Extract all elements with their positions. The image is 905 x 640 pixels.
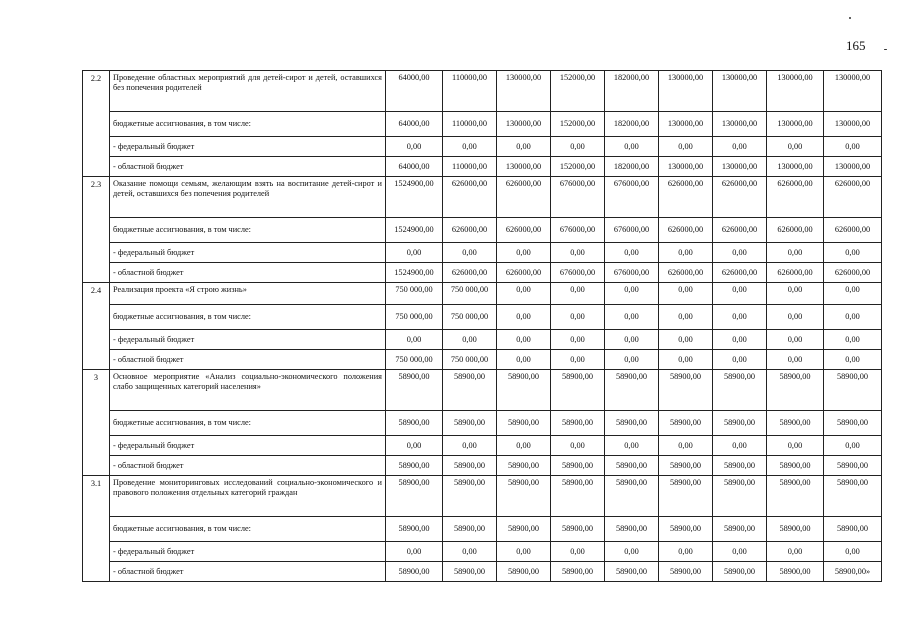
budget-row-label: - областной бюджет xyxy=(110,157,386,177)
value-cell: 58900,00 xyxy=(824,411,882,436)
budget-row xyxy=(83,330,882,350)
value-cell: 130000,00 xyxy=(659,112,713,137)
value-cell: 0,00 xyxy=(824,330,882,350)
value-cell: 58900,00 xyxy=(551,562,605,582)
budget-row xyxy=(83,411,882,436)
value-cell: 626000,00 xyxy=(497,263,551,283)
value-cell: 626000,00 xyxy=(659,218,713,243)
value-cell: 130000,00 xyxy=(659,71,713,112)
value-cell: 58900,00 xyxy=(713,517,767,542)
value-cell: 58900,00 xyxy=(443,562,497,582)
value-cell: 0,00 xyxy=(497,436,551,456)
section-number: 3.1 xyxy=(83,476,110,582)
value-cell: 58900,00 xyxy=(713,456,767,476)
value-cell: 0,00 xyxy=(659,350,713,370)
section-title-row xyxy=(83,177,882,218)
value-cell: 0,00 xyxy=(386,243,443,263)
value-cell: 626000,00 xyxy=(497,177,551,218)
budget-row xyxy=(83,562,882,582)
value-cell: 58900,00 xyxy=(605,370,659,411)
value-cell: 58900,00 xyxy=(605,517,659,542)
budget-table xyxy=(82,70,882,582)
section-title-row xyxy=(83,71,882,112)
value-cell: 0,00 xyxy=(386,542,443,562)
value-cell: 130000,00 xyxy=(824,71,882,112)
value-cell: 0,00 xyxy=(605,283,659,305)
value-cell: 0,00 xyxy=(497,283,551,305)
value-cell: 58900,00 xyxy=(767,476,824,517)
value-cell: 130000,00 xyxy=(713,157,767,177)
section-number: 2.2 xyxy=(83,71,110,177)
value-cell: 130000,00 xyxy=(713,71,767,112)
value-cell: 0,00 xyxy=(497,350,551,370)
section-title-row xyxy=(83,476,882,517)
value-cell: 0,00 xyxy=(605,243,659,263)
value-cell: 0,00 xyxy=(497,542,551,562)
budget-row xyxy=(83,456,882,476)
value-cell: 130000,00 xyxy=(497,112,551,137)
value-cell: 0,00 xyxy=(605,436,659,456)
value-cell: 130000,00 xyxy=(497,71,551,112)
value-cell: 626000,00 xyxy=(659,177,713,218)
scan-speck xyxy=(849,17,851,19)
value-cell: 182000,00 xyxy=(605,157,659,177)
budget-row xyxy=(83,112,882,137)
value-cell: 626000,00 xyxy=(767,218,824,243)
value-cell: 0,00 xyxy=(443,436,497,456)
value-cell: 0,00 xyxy=(767,283,824,305)
section-title-row xyxy=(83,370,882,411)
value-cell: 0,00 xyxy=(824,350,882,370)
value-cell: 626000,00 xyxy=(713,177,767,218)
budget-row-label: бюджетные ассигнования, в том числе: xyxy=(110,517,386,542)
value-cell: 58900,00 xyxy=(605,411,659,436)
value-cell: 0,00 xyxy=(497,137,551,157)
budget-row xyxy=(83,243,882,263)
value-cell: 0,00 xyxy=(386,137,443,157)
budget-row xyxy=(83,542,882,562)
value-cell: 0,00 xyxy=(551,542,605,562)
value-cell: 676000,00 xyxy=(551,177,605,218)
value-cell: 0,00 xyxy=(713,436,767,456)
value-cell: 750 000,00 xyxy=(386,305,443,330)
value-cell: 1524900,00 xyxy=(386,263,443,283)
value-cell: 0,00 xyxy=(497,305,551,330)
value-cell: 0,00 xyxy=(713,243,767,263)
value-cell: 58900,00 xyxy=(497,370,551,411)
value-cell: 626000,00 xyxy=(497,218,551,243)
value-cell: 676000,00 xyxy=(605,177,659,218)
value-cell: 58900,00 xyxy=(605,562,659,582)
value-cell: 0,00 xyxy=(605,305,659,330)
budget-row-label: бюджетные ассигнования, в том числе: xyxy=(110,218,386,243)
value-cell: 0,00 xyxy=(659,283,713,305)
value-cell: 64000,00 xyxy=(386,112,443,137)
value-cell: 626000,00 xyxy=(443,177,497,218)
value-cell: 0,00 xyxy=(767,350,824,370)
value-cell: 130000,00 xyxy=(767,71,824,112)
value-cell: 0,00 xyxy=(659,330,713,350)
budget-row xyxy=(83,263,882,283)
value-cell: 58900,00 xyxy=(713,411,767,436)
value-cell: 130000,00 xyxy=(824,112,882,137)
page-number: 165 xyxy=(846,38,866,53)
budget-row xyxy=(83,517,882,542)
value-cell: 626000,00 xyxy=(443,263,497,283)
section-number: 2.3 xyxy=(83,177,110,283)
section-title: Реализация проекта «Я строю жизнь» xyxy=(110,283,386,305)
value-cell: 0,00 xyxy=(659,137,713,157)
value-cell: 58900,00 xyxy=(659,562,713,582)
value-cell: 0,00 xyxy=(659,436,713,456)
value-cell: 152000,00 xyxy=(551,71,605,112)
section-title: Проведение мониторинговых исследований социально-экономического и правового положения отдельных категорий граждан xyxy=(110,476,386,517)
value-cell: 58900,00 xyxy=(767,456,824,476)
value-cell: 0,00 xyxy=(605,350,659,370)
value-cell: 58900,00 xyxy=(386,456,443,476)
value-cell: 58900,00 xyxy=(551,456,605,476)
value-cell: 0,00 xyxy=(824,305,882,330)
value-cell: 0,00 xyxy=(551,283,605,305)
value-cell: 58900,00 xyxy=(497,476,551,517)
budget-row-label: бюджетные ассигнования, в том числе: xyxy=(110,411,386,436)
value-cell: 626000,00 xyxy=(713,263,767,283)
value-cell: 0,00 xyxy=(713,330,767,350)
value-cell: 58900,00 xyxy=(659,456,713,476)
value-cell: 58900,00 xyxy=(551,411,605,436)
value-cell: 1524900,00 xyxy=(386,177,443,218)
budget-row-label: - областной бюджет xyxy=(110,350,386,370)
value-cell: 676000,00 xyxy=(551,263,605,283)
value-cell: 182000,00 xyxy=(605,112,659,137)
value-cell: 676000,00 xyxy=(605,218,659,243)
budget-row-label: - федеральный бюджет xyxy=(110,436,386,456)
value-cell: 58900,00 xyxy=(386,562,443,582)
value-cell: 58900,00 xyxy=(713,370,767,411)
value-cell: 0,00 xyxy=(659,542,713,562)
value-cell: 0,00 xyxy=(551,305,605,330)
value-cell: 0,00 xyxy=(824,542,882,562)
section-number: 3 xyxy=(83,370,110,476)
value-cell: 0,00 xyxy=(443,243,497,263)
value-cell: 0,00 xyxy=(767,330,824,350)
budget-row-label: бюджетные ассигнования, в том числе: xyxy=(110,305,386,330)
value-cell: 626000,00 xyxy=(824,218,882,243)
value-cell: 58900,00 xyxy=(551,370,605,411)
value-cell: 58900,00 xyxy=(605,456,659,476)
budget-row xyxy=(83,436,882,456)
value-cell: 0,00 xyxy=(767,305,824,330)
value-cell: 750 000,00 xyxy=(443,283,497,305)
value-cell: 626000,00 xyxy=(824,177,882,218)
value-cell: 110000,00 xyxy=(443,71,497,112)
value-cell: 0,00 xyxy=(659,243,713,263)
value-cell: 0,00 xyxy=(551,350,605,370)
value-cell: 0,00 xyxy=(386,330,443,350)
value-cell: 58900,00 xyxy=(767,370,824,411)
budget-row-label: - областной бюджет xyxy=(110,263,386,283)
value-cell: 58900,00 xyxy=(605,476,659,517)
value-cell: 58900,00 xyxy=(767,517,824,542)
value-cell: 58900,00 xyxy=(497,517,551,542)
value-cell: 0,00 xyxy=(443,542,497,562)
value-cell: 130000,00 xyxy=(824,157,882,177)
value-cell: 676000,00 xyxy=(605,263,659,283)
value-cell: 58900,00 xyxy=(713,562,767,582)
value-cell: 0,00 xyxy=(551,137,605,157)
value-cell: 58900,00 xyxy=(659,476,713,517)
value-cell: 58900,00 xyxy=(824,370,882,411)
value-cell: 0,00 xyxy=(824,243,882,263)
budget-row xyxy=(83,137,882,157)
value-cell: 152000,00 xyxy=(551,112,605,137)
value-cell: 0,00 xyxy=(497,243,551,263)
value-cell: 58900,00 xyxy=(551,476,605,517)
value-cell: 58900,00 xyxy=(659,517,713,542)
value-cell: 58900,00 xyxy=(443,476,497,517)
value-cell: 0,00 xyxy=(767,137,824,157)
value-cell: 64000,00 xyxy=(386,157,443,177)
budget-row-label: - федеральный бюджет xyxy=(110,243,386,263)
value-cell: 58900,00 xyxy=(767,562,824,582)
value-cell: 0,00 xyxy=(551,436,605,456)
value-cell: 0,00 xyxy=(443,137,497,157)
value-cell: 58900,00 xyxy=(497,456,551,476)
value-cell: 626000,00 xyxy=(659,263,713,283)
value-cell: 0,00 xyxy=(605,137,659,157)
value-cell: 0,00 xyxy=(713,137,767,157)
budget-row-label: - федеральный бюджет xyxy=(110,330,386,350)
section-title: Проведение областных мероприятий для детей-сирот и детей, оставшихся без попечения родителей xyxy=(110,71,386,112)
value-cell: 0,00 xyxy=(659,305,713,330)
value-cell: 58900,00 xyxy=(659,411,713,436)
value-cell: 130000,00 xyxy=(713,112,767,137)
value-cell: 110000,00 xyxy=(443,157,497,177)
value-cell: 58900,00 xyxy=(824,476,882,517)
value-cell: 58900,00 xyxy=(386,370,443,411)
value-cell: 130000,00 xyxy=(767,112,824,137)
value-cell: 0,00 xyxy=(767,436,824,456)
budget-table-body xyxy=(83,71,882,582)
value-cell: 130000,00 xyxy=(767,157,824,177)
value-cell: 676000,00 xyxy=(551,218,605,243)
value-cell: 0,00 xyxy=(497,330,551,350)
value-cell: 626000,00 xyxy=(767,177,824,218)
value-cell: 0,00 xyxy=(767,542,824,562)
value-cell: 58900,00 xyxy=(386,476,443,517)
value-cell: 58900,00 xyxy=(386,411,443,436)
value-cell: 0,00 xyxy=(824,283,882,305)
value-cell: 110000,00 xyxy=(443,112,497,137)
value-cell: 58900,00 xyxy=(443,370,497,411)
section-number: 2.4 xyxy=(83,283,110,370)
value-cell: 0,00 xyxy=(551,243,605,263)
budget-row xyxy=(83,157,882,177)
value-cell: 1524900,00 xyxy=(386,218,443,243)
value-cell: 152000,00 xyxy=(551,157,605,177)
section-title: Основное мероприятие «Анализ социально-экономического положения слабо защищенных категорий населения» xyxy=(110,370,386,411)
value-cell: 58900,00 xyxy=(713,476,767,517)
value-cell: 626000,00 xyxy=(767,263,824,283)
value-cell: 58900,00 xyxy=(767,411,824,436)
budget-row-label: - областной бюджет xyxy=(110,456,386,476)
value-cell: 626000,00 xyxy=(824,263,882,283)
value-cell: 0,00 xyxy=(713,305,767,330)
value-cell: 750 000,00 xyxy=(443,350,497,370)
value-cell: 58900,00 xyxy=(497,411,551,436)
scan-speck xyxy=(884,49,887,50)
section-title: Оказание помощи семьям, желающим взять на воспитание детей-сирот и детей, оставшихся без попечения родителей xyxy=(110,177,386,218)
value-cell: 0,00 xyxy=(605,330,659,350)
budget-row-label: - федеральный бюджет xyxy=(110,542,386,562)
value-cell: 58900,00 xyxy=(659,370,713,411)
value-cell: 0,00 xyxy=(605,542,659,562)
value-cell: 58900,00 xyxy=(497,562,551,582)
value-cell: 626000,00 xyxy=(713,218,767,243)
value-cell: 626000,00 xyxy=(443,218,497,243)
value-cell: 750 000,00 xyxy=(386,283,443,305)
value-cell: 130000,00 xyxy=(497,157,551,177)
value-cell: 64000,00 xyxy=(386,71,443,112)
value-cell: 58900,00 xyxy=(443,517,497,542)
budget-row xyxy=(83,350,882,370)
value-cell: 58900,00 xyxy=(386,517,443,542)
value-cell: 0,00 xyxy=(824,436,882,456)
value-cell: 0,00 xyxy=(386,436,443,456)
budget-row-label: - федеральный бюджет xyxy=(110,137,386,157)
budget-row-label: бюджетные ассигнования, в том числе: xyxy=(110,112,386,137)
value-cell: 58900,00 xyxy=(824,456,882,476)
value-cell: 58900,00 xyxy=(443,411,497,436)
value-cell: 0,00 xyxy=(443,330,497,350)
value-cell: 0,00 xyxy=(713,350,767,370)
value-cell: 750 000,00 xyxy=(443,305,497,330)
value-cell: 58900,00» xyxy=(824,562,882,582)
value-cell: 58900,00 xyxy=(443,456,497,476)
value-cell: 130000,00 xyxy=(659,157,713,177)
section-title-row xyxy=(83,283,882,305)
value-cell: 58900,00 xyxy=(824,517,882,542)
value-cell: 0,00 xyxy=(713,542,767,562)
budget-row-label: - областной бюджет xyxy=(110,562,386,582)
value-cell: 0,00 xyxy=(551,330,605,350)
value-cell: 750 000,00 xyxy=(386,350,443,370)
value-cell: 58900,00 xyxy=(551,517,605,542)
value-cell: 182000,00 xyxy=(605,71,659,112)
value-cell: 0,00 xyxy=(713,283,767,305)
value-cell: 0,00 xyxy=(767,243,824,263)
budget-row xyxy=(83,305,882,330)
value-cell: 0,00 xyxy=(824,137,882,157)
budget-row xyxy=(83,218,882,243)
